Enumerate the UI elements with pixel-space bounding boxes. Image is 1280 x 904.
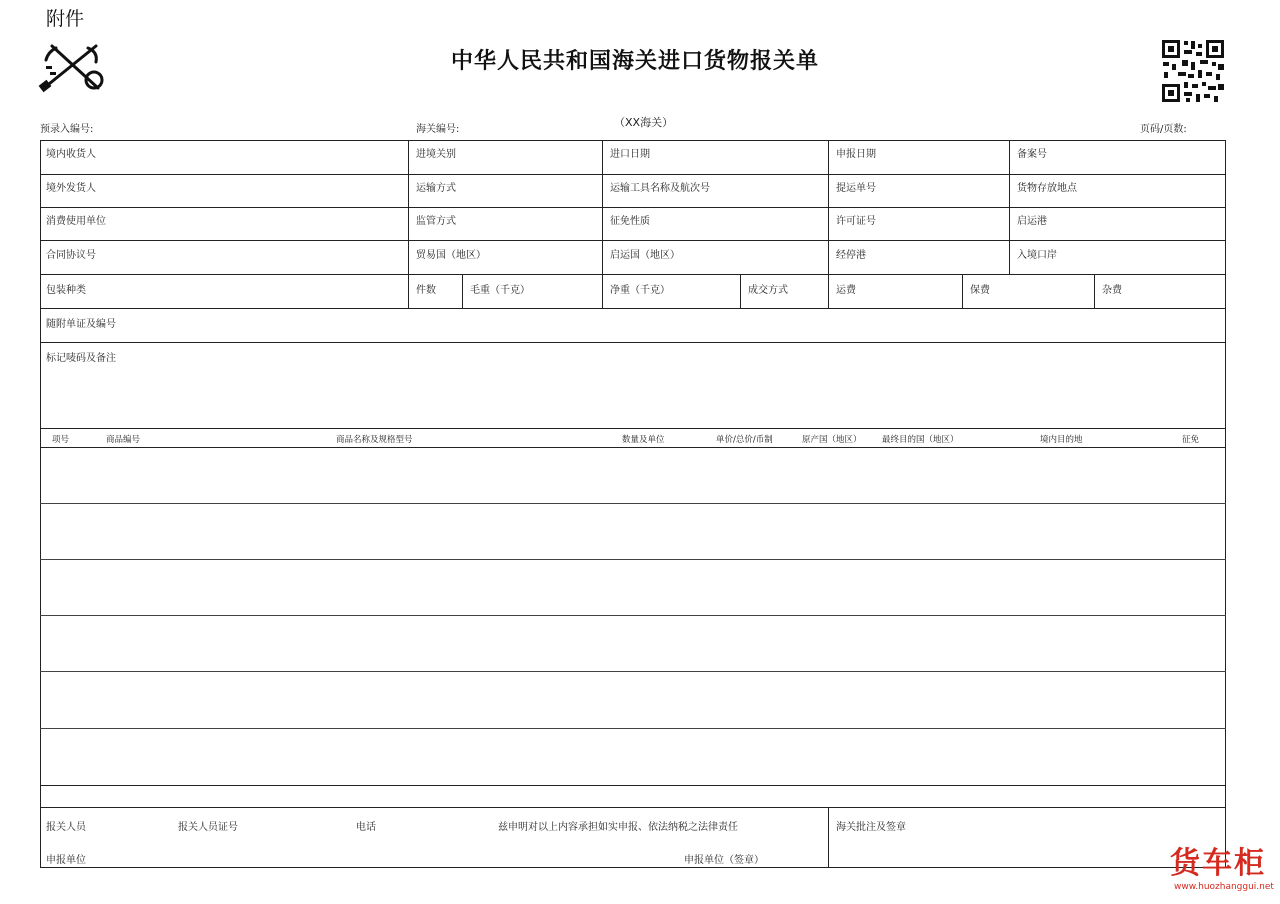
field-import-date: 进口日期 xyxy=(610,149,650,160)
column-divider xyxy=(408,140,409,274)
row-divider xyxy=(40,174,1226,175)
row-divider xyxy=(40,240,1226,241)
field-trade-country: 贸易国（地区） xyxy=(416,250,486,261)
field-transaction-mode: 成交方式 xyxy=(748,285,788,296)
field-packages: 件数 xyxy=(416,285,436,296)
field-marks-remarks: 标记唛码及备注 xyxy=(46,353,116,364)
goods-col-levy: 征免 xyxy=(1182,435,1200,445)
column-divider xyxy=(1094,274,1095,308)
field-departure-port: 启运港 xyxy=(1017,216,1047,227)
attachment-label: 附件 xyxy=(46,8,85,30)
row-divider xyxy=(40,274,1226,275)
customs-number-label: 海关编号: xyxy=(416,124,460,135)
row-divider xyxy=(40,207,1226,208)
field-license-number: 许可证号 xyxy=(836,216,876,227)
field-overseas-consignor: 境外发货人 xyxy=(46,183,96,194)
field-supervision-mode: 监管方式 xyxy=(416,216,456,227)
goods-col-quantity: 数量及单位 xyxy=(622,435,665,445)
column-divider xyxy=(602,140,603,274)
field-declaring-unit: 申报单位 xyxy=(46,855,86,866)
field-phone: 电话 xyxy=(356,822,376,833)
row-divider xyxy=(40,342,1226,343)
field-transport-mode: 运输方式 xyxy=(416,183,456,194)
field-vessel-voyage: 运输工具名称及航次号 xyxy=(610,183,710,194)
goods-row-divider xyxy=(40,615,1226,616)
goods-col-name-spec: 商品名称及规格型号 xyxy=(336,435,413,445)
goods-row-divider xyxy=(40,728,1226,729)
field-insurance: 保费 xyxy=(970,285,990,296)
row-divider xyxy=(40,428,1226,429)
field-attached-documents: 随附单证及编号 xyxy=(46,319,116,330)
field-bill-of-lading: 提运单号 xyxy=(836,183,876,194)
goods-col-price: 单价/总价/币制 xyxy=(716,435,773,445)
goods-row-divider xyxy=(40,785,1226,786)
goods-col-origin: 原产国（地区） xyxy=(802,435,862,445)
field-contract-number: 合同协议号 xyxy=(46,250,96,261)
column-divider xyxy=(828,140,829,274)
column-divider xyxy=(962,274,963,308)
field-domestic-consignee: 境内收货人 xyxy=(46,149,96,160)
watermark-chars: 货车柜 xyxy=(1170,846,1266,881)
column-divider xyxy=(1009,140,1010,274)
field-entry-port: 入境口岸 xyxy=(1017,250,1057,261)
footer-divider xyxy=(40,807,1226,808)
field-declarant-cert: 报关人员证号 xyxy=(178,822,238,833)
declaration-statement: 兹申明对以上内容承担如实申报、依法纳税之法律责任 xyxy=(498,822,738,833)
page-title: 中华人民共和国海关进口货物报关单 xyxy=(450,48,819,74)
field-freight: 运费 xyxy=(836,285,856,296)
goods-col-commodity-code: 商品编号 xyxy=(106,435,141,445)
goods-header-divider xyxy=(40,447,1226,448)
column-divider xyxy=(462,274,463,308)
column-divider xyxy=(408,274,409,308)
goods-col-destination-country: 最终目的国（地区） xyxy=(882,435,959,445)
preentry-number-label: 预录入编号: xyxy=(40,124,94,135)
field-customs-approval: 海关批注及签章 xyxy=(836,822,906,833)
column-divider xyxy=(602,274,603,308)
field-declaration-date: 申报日期 xyxy=(836,149,876,160)
goods-row-divider xyxy=(40,503,1226,504)
field-entry-customs: 进境关别 xyxy=(416,149,456,160)
qr-code-icon xyxy=(1160,38,1226,104)
page-number-label: 页码/页数: xyxy=(1140,124,1187,135)
field-misc-charges: 杂费 xyxy=(1102,285,1122,296)
goods-col-item-no: 项号 xyxy=(52,435,70,445)
row-divider xyxy=(40,308,1226,309)
field-levy-nature: 征免性质 xyxy=(610,216,650,227)
goods-row-divider xyxy=(40,559,1226,560)
watermark-logo xyxy=(1170,838,1280,904)
field-storage-location: 货物存放地点 xyxy=(1017,183,1077,194)
field-consumer-unit: 消费使用单位 xyxy=(46,216,106,227)
field-stopover-port: 经停港 xyxy=(836,250,866,261)
customs-name: （XX海关） xyxy=(614,116,674,129)
field-package-type: 包装种类 xyxy=(46,285,86,296)
column-divider xyxy=(828,274,829,308)
field-record-number: 备案号 xyxy=(1017,149,1047,160)
column-divider xyxy=(828,807,829,868)
field-net-weight: 净重（千克） xyxy=(610,285,670,296)
field-gross-weight: 毛重（千克） xyxy=(470,285,530,296)
goods-row-divider xyxy=(40,671,1226,672)
goods-col-domestic-destination: 境内目的地 xyxy=(1040,435,1083,445)
field-departure-country: 启运国（地区） xyxy=(610,250,680,261)
column-divider xyxy=(740,274,741,308)
field-unit-seal: 申报单位（签章） xyxy=(684,855,764,866)
field-declarant: 报关人员 xyxy=(46,822,86,833)
watermark-url: www.huozhanggui.net xyxy=(1174,882,1274,892)
